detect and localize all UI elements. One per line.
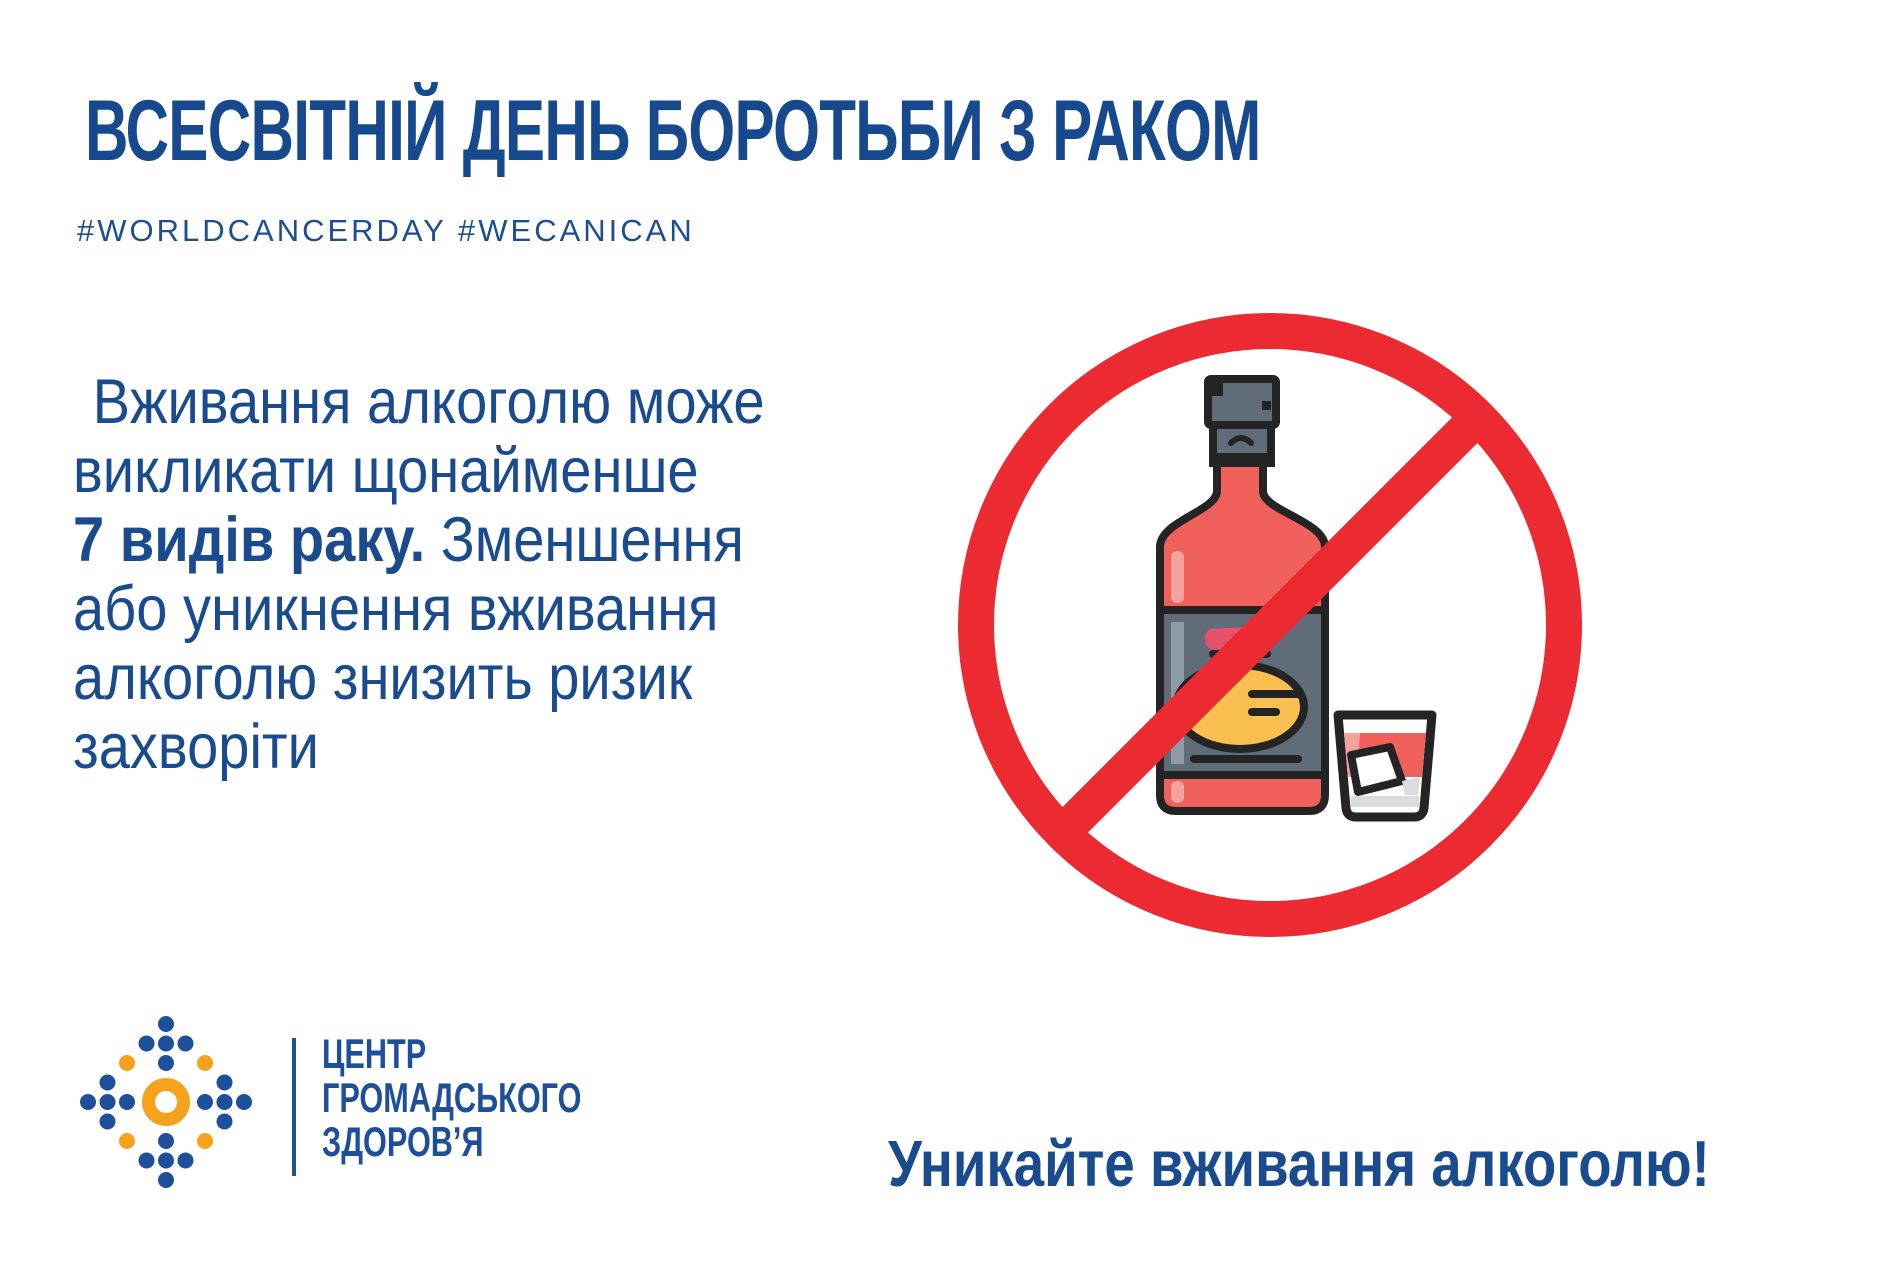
body-line: Вживання алкоголю може xyxy=(92,367,765,437)
logo-line: ЗДОРОВ’Я xyxy=(322,1118,484,1165)
glass-icon xyxy=(1338,715,1432,817)
logo-line: ГРОМАДСЬКОГО xyxy=(322,1074,582,1121)
body-line xyxy=(73,506,874,575)
body-line: алкоголю знизить ризик xyxy=(73,643,693,713)
body-paragraph xyxy=(73,368,874,782)
body-bold-segment: 7 видів раку. xyxy=(73,505,426,575)
logo-wordmark xyxy=(322,1032,582,1164)
page-title: ВСЕСВІТНІЙ ДЕНЬ БОРОТЬБИ З РАКОМ xyxy=(85,83,1261,179)
logo-line: ЦЕНТР xyxy=(322,1030,427,1077)
body-line: або уникнення вживання xyxy=(73,574,719,644)
body-line: захворіти xyxy=(73,712,319,782)
hashtags-line: #WORLDCANCERDAY #WECANICAN xyxy=(77,213,695,248)
body-regular-segment: Зменшення xyxy=(425,505,744,575)
logo-divider xyxy=(292,1038,296,1176)
body-line: викликати щонайменше xyxy=(73,436,699,506)
slogan: Уникайте вживання алкоголю! xyxy=(888,1127,1710,1200)
logo-dots-icon xyxy=(78,1014,254,1190)
no-alcohol-illustration xyxy=(950,295,1610,955)
